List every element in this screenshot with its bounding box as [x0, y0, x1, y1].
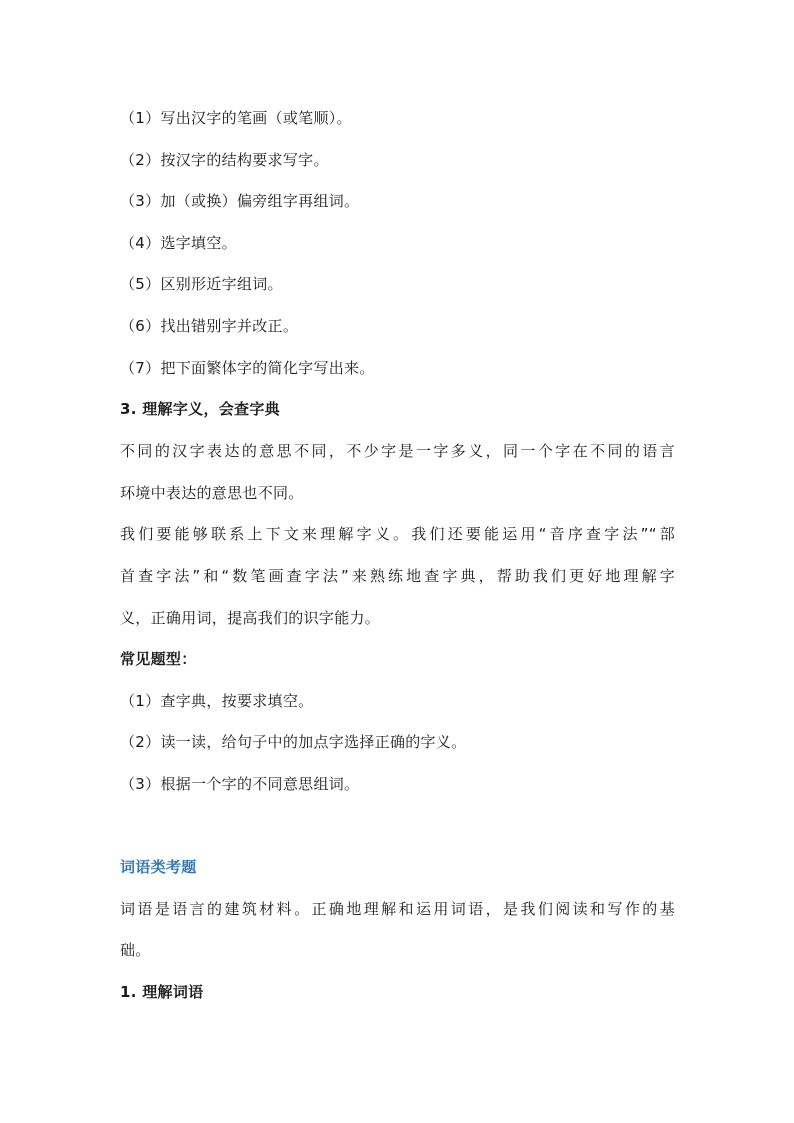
section3-heading: 3. 理解字义，会查字典	[120, 400, 280, 418]
task-item-3: （3）加（或换）偏旁组字再组词。	[120, 192, 360, 210]
question-types-heading: 常见题型：	[120, 650, 197, 668]
question-type-item-2: （2）读一读，给句子中的加点字选择正确的字义。	[120, 733, 467, 751]
task-item-6: （6）找出错别字并改正。	[120, 317, 299, 335]
paragraph-line: 础。	[120, 941, 151, 959]
words-subsection-heading: 1. 理解词语	[120, 983, 204, 1001]
task-item-5: （5）区别形近字组词。	[120, 275, 283, 293]
task-item-1: （1）写出汉字的笔画（或笔顺）。	[120, 109, 352, 127]
paragraph-line: 我们要能够联系上下文来理解字义。我们还要能运用“音序查字法”“部	[120, 525, 675, 543]
task-item-4: （4）选字填空。	[120, 234, 237, 252]
question-type-item-1: （1）查字典，按要求填空。	[120, 692, 314, 710]
paragraph-line: 不同的汉字表达的意思不同，不少字是一字多义，同一个字在不同的语言	[120, 442, 675, 460]
task-item-2: （2）按汉字的结构要求写字。	[120, 151, 329, 169]
paragraph-line: 词语是语言的建筑材料。正确地理解和运用词语，是我们阅读和写作的基	[120, 900, 675, 918]
task-item-7: （7）把下面繁体字的简化字写出来。	[120, 359, 375, 377]
paragraph-line: 首查字法”和“数笔画查字法”来熟练地查字典，帮助我们更好地理解字	[120, 567, 675, 585]
words-section-heading: 词语类考题	[120, 858, 197, 876]
question-type-item-3: （3）根据一个字的不同意思组词。	[120, 775, 360, 793]
paragraph-line: 环境中表达的意思也不同。	[120, 484, 304, 502]
paragraph-line: 义，正确用词，提高我们的识字能力。	[120, 609, 381, 627]
